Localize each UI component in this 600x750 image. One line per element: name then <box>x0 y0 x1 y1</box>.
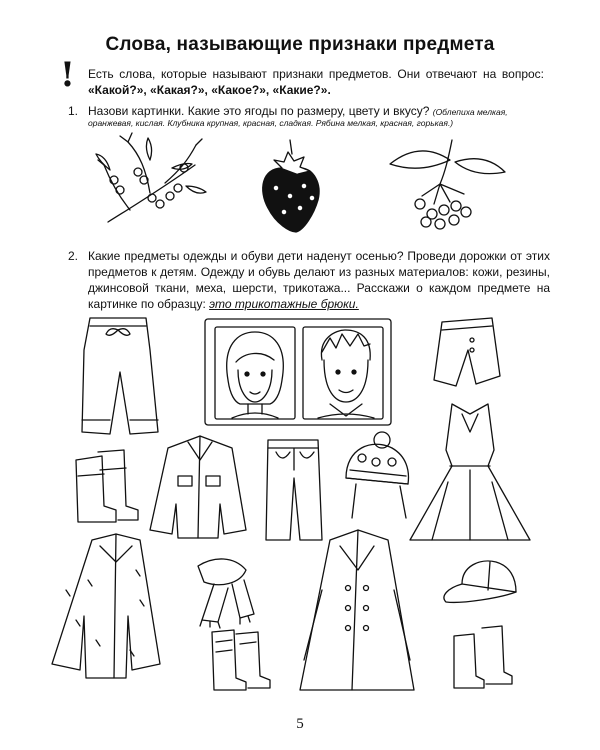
dress-illustration <box>410 404 530 540</box>
jacket-illustration <box>150 436 246 538</box>
felt-boots-illustration <box>76 450 138 522</box>
fur-coat-illustration <box>52 534 160 678</box>
task-1-text: Назови картинки. Какие это ягоды по размеру, цвету и вкусу? <box>88 104 430 118</box>
page-title: Слова, называющие признаки предмета <box>105 34 495 55</box>
knit-hat-illustration <box>346 432 408 518</box>
shorts-illustration <box>434 318 500 386</box>
girl-portrait <box>227 332 284 418</box>
task-1-hint-start: (Облепиха мелкая, <box>432 107 508 117</box>
page-number: 5 <box>296 716 304 732</box>
scarf-illustration <box>198 559 254 628</box>
knit-pants-illustration <box>82 318 158 434</box>
exclamation-icon: ! <box>60 55 75 95</box>
task-2-text: Какие предметы одежды и обуви дети наденут осенью? Проведи дорожки от этих предметов к детям. Одежду и обувь делают из разных материалов: кожи, резины, джинсовой ткани, меха, шерсти, трикотажа... Расскажи о каждом предмете на картинке по образцу: <box>88 249 550 311</box>
cap-illustration <box>444 561 516 602</box>
rubber-boots-illustration <box>454 626 512 688</box>
task-2-example: это трикотажные брюки. <box>209 297 359 311</box>
rowan-illustration <box>390 140 505 229</box>
strawberry-illustration <box>263 140 319 232</box>
boy-portrait <box>318 330 374 418</box>
sea-buckthorn-illustration <box>96 133 206 222</box>
children-frame <box>205 319 391 425</box>
task-1-hint: оранжевая, кислая. Клубника крупная, красная, сладкая. Рябина мелкая, красная, горькая.) <box>88 118 454 128</box>
intro-text: Есть слова, которые называют признаки предметов. Они отвечают на вопрос: <box>88 67 544 81</box>
task-1-number: 1. <box>68 104 79 118</box>
coat-illustration <box>300 530 414 690</box>
jeans-illustration <box>266 440 322 540</box>
intro-questions: «Какой?», «Какая?», «Какое?», «Какие?». <box>88 83 331 97</box>
task-2-number: 2. <box>68 249 79 263</box>
leather-boots-illustration <box>212 630 270 690</box>
